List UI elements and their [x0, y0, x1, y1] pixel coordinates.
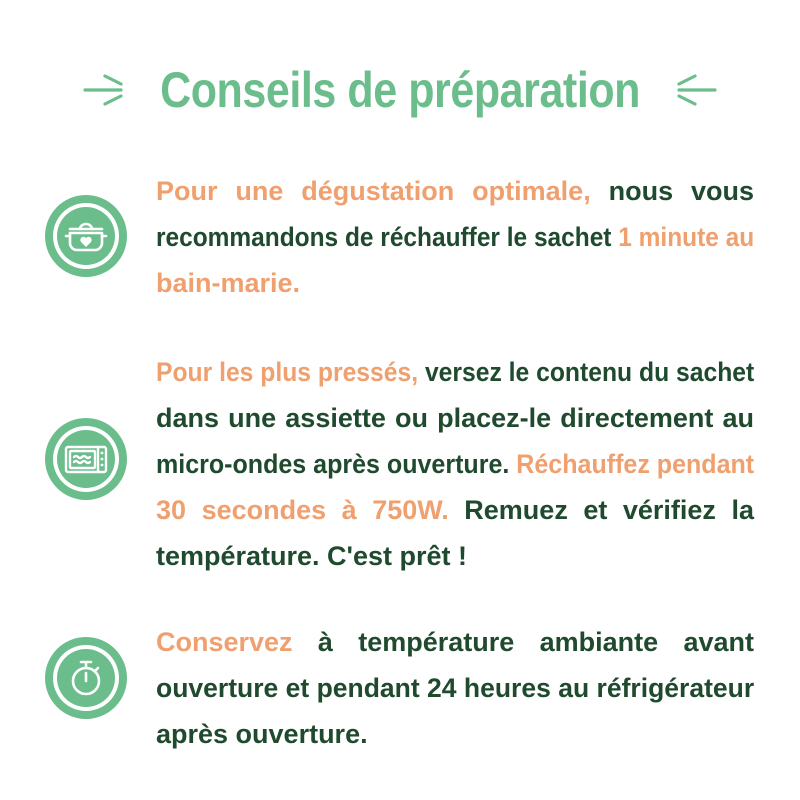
body-text: à température ambiante avant: [292, 627, 754, 657]
text-line: [156, 665, 754, 711]
right-burst-icon: [673, 70, 719, 110]
text-line: [156, 395, 754, 441]
page-title: Conseils de préparation: [160, 62, 640, 118]
text-line: [156, 487, 754, 533]
highlight-text: bain-marie.: [156, 268, 301, 298]
body-text: après ouverture.: [156, 719, 368, 749]
section-reheat-bain-marie: [156, 168, 754, 306]
body-text: recommandons de réchauffer le sachet: [156, 222, 619, 252]
title-row: [0, 55, 800, 125]
text-line: [156, 260, 754, 306]
section-storage: [156, 619, 754, 757]
text-line: [156, 214, 754, 260]
microwave-icon: [43, 416, 129, 502]
stopwatch-icon: [43, 635, 129, 721]
body-text: ouverture et pendant 24 heures au réfrigérateur: [156, 673, 755, 703]
body-text: dans une assiette ou placez-le directement au: [156, 403, 754, 433]
text-line: [156, 533, 754, 579]
highlight-text: 30 secondes à 750W.: [156, 495, 449, 525]
cooking-pot-heart-icon: [43, 193, 129, 279]
body-text: micro-ondes après ouverture.: [156, 449, 517, 479]
text-line: [156, 168, 754, 214]
body-text: température. C'est prêt !: [156, 541, 468, 571]
highlight-text: Pour les plus pressés,: [156, 357, 419, 387]
highlight-text: Conservez: [156, 627, 293, 657]
text-line: [156, 619, 754, 665]
section-reheat-microwave: [156, 349, 754, 579]
left-burst-icon: [81, 70, 127, 110]
highlight-text: 1 minute au: [618, 222, 755, 252]
body-text: nous vous: [590, 176, 754, 206]
body-text: Remuez et vérifiez la: [448, 495, 754, 525]
text-line: [156, 349, 754, 395]
text-line: [156, 441, 754, 487]
highlight-text: Pour une dégustation optimale,: [156, 176, 591, 206]
highlight-text: Réchauffez pendant: [516, 449, 755, 479]
text-line: [156, 711, 754, 757]
body-text: versez le contenu du sachet: [418, 357, 755, 387]
